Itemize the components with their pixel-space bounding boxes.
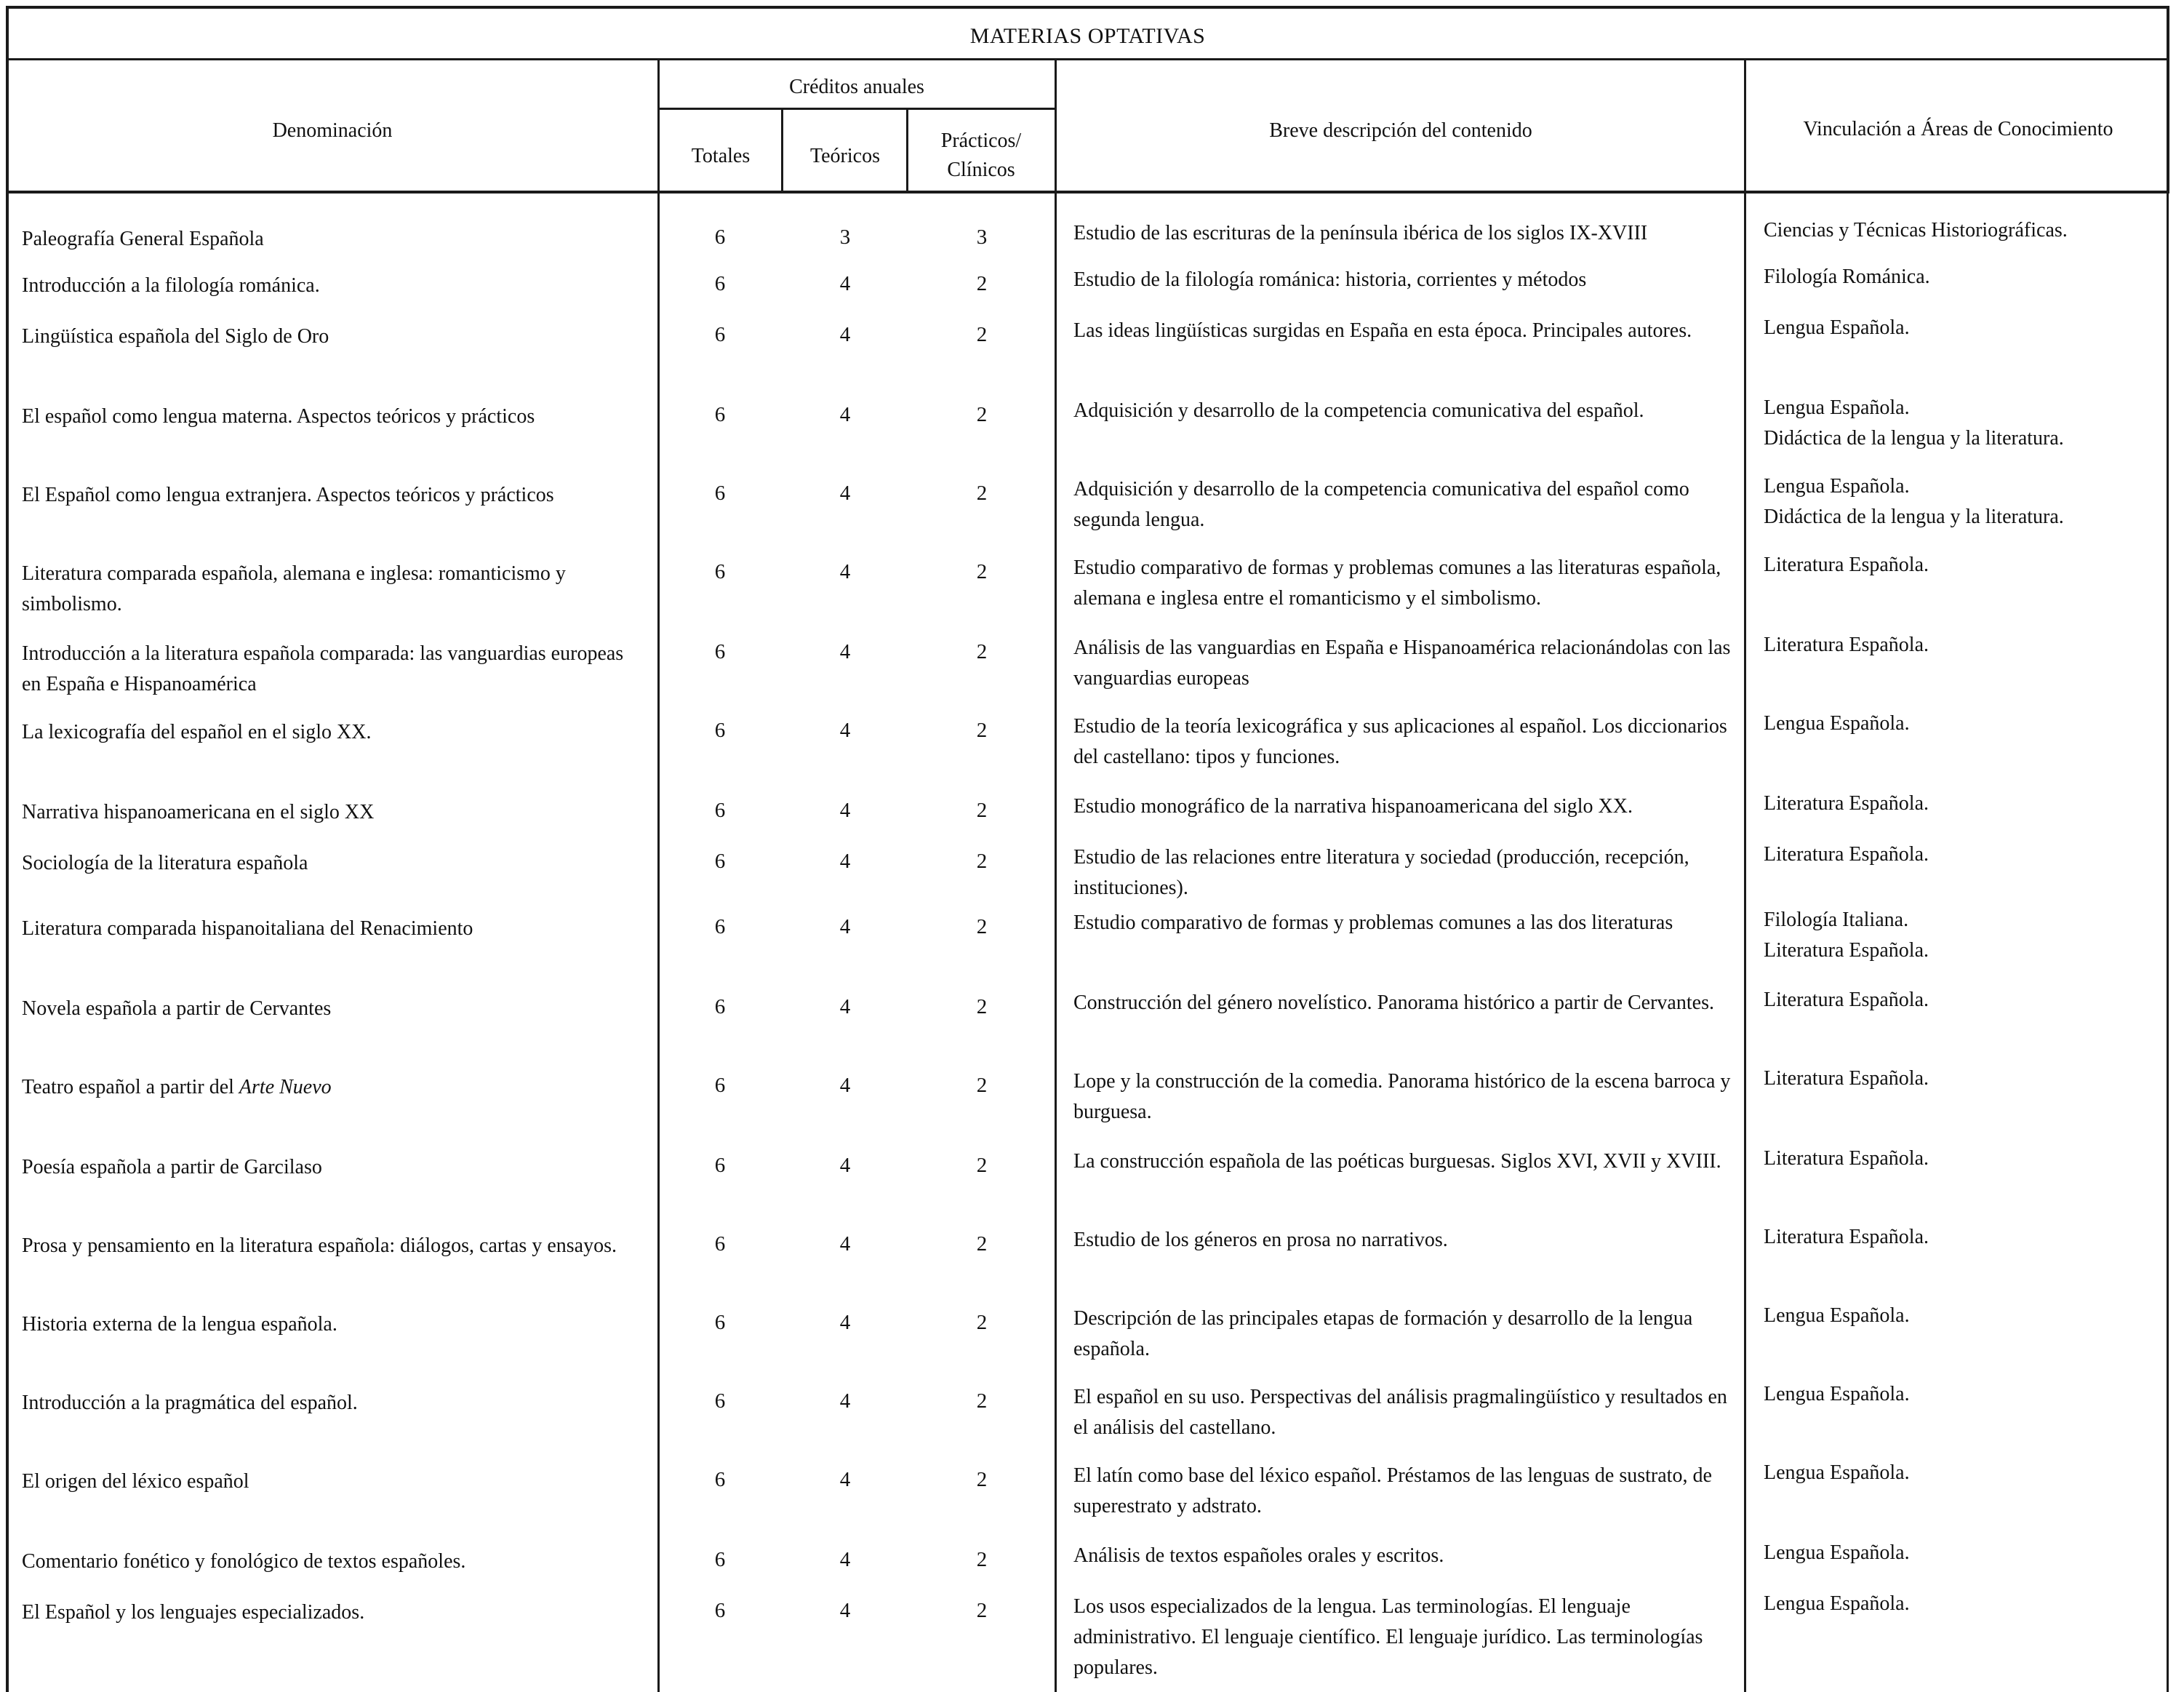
cell-teoricos: 4 [839, 640, 851, 663]
table-title: MATERIAS OPTATIVAS [969, 24, 1206, 48]
cell-denominacion: Literatura comparada española, alemana e inglesa: romanticismo y simbolismo. [22, 562, 566, 615]
cell-practicos: 2 [976, 850, 988, 873]
cell-totales: 6 [714, 799, 726, 822]
cell-denominacion: Lingüística española del Siglo de Oro [22, 325, 329, 348]
cell-practicos: 2 [976, 1232, 988, 1256]
cell-practicos: 2 [976, 719, 988, 742]
cell-teoricos: 4 [839, 1468, 851, 1491]
cell-descripcion: Análisis de textos españoles orales y escritos. [1073, 1544, 1444, 1567]
cell-denominacion: El español como lengua materna. Aspectos teóricos y prácticos [22, 405, 535, 428]
cell-teoricos: 4 [839, 995, 851, 1018]
table-top-border [6, 6, 2169, 9]
cell-teoricos: 4 [839, 1389, 851, 1413]
cell-vinculacion [1764, 1538, 2142, 1568]
cell-vinculacion [1764, 1144, 2142, 1174]
cell-teoricos: 4 [839, 799, 851, 822]
cell-descripcion: Estudio comparativo de formas y problemas comunes a las literaturas española, alemana e inglesa entre el romanticismo y el simbolismo. [1073, 556, 1721, 610]
cell-totales: 6 [714, 1154, 726, 1177]
cell-practicos: 2 [976, 1468, 988, 1491]
cell-totales: 6 [714, 323, 726, 346]
cell-vinculacion [1764, 1222, 2142, 1253]
cell-practicos: 2 [976, 1548, 988, 1571]
cell-totales: 6 [714, 272, 726, 295]
cell-descripcion: Las ideas lingüísticas surgidas en España en esta época. Principales autores. [1073, 319, 1692, 342]
cell-descripcion: Adquisición y desarrollo de la competencia comunicativa del español. [1073, 399, 1644, 422]
cell-teoricos: 4 [839, 560, 851, 583]
cell-practicos: 2 [976, 1074, 988, 1097]
cell-totales: 6 [714, 640, 726, 663]
cell-totales: 6 [714, 850, 726, 873]
body-rule-creditos-right [1055, 193, 1057, 1692]
cell-descripcion: Estudio comparativo de formas y problemas comunes a las dos literaturas [1073, 911, 1673, 934]
body-right-border [2167, 193, 2169, 1692]
cell-practicos: 2 [976, 403, 988, 426]
cell-denominacion: Literatura comparada hispanoitaliana del Renacimiento [22, 917, 473, 940]
area-item: Ciencias y Técnicas Historiográficas. [1764, 219, 2068, 242]
table-left-border [6, 6, 9, 1692]
cell-totales: 6 [714, 1311, 726, 1334]
cell-vinculacion [1764, 1589, 2142, 1619]
cell-practicos: 2 [976, 1154, 988, 1177]
cell-totales: 6 [714, 226, 726, 249]
area-item: Lengua Española. [1764, 1383, 1910, 1405]
cell-descripcion: Descripción de las principales etapas de formación y desarrollo de la lengua española. [1073, 1307, 1693, 1360]
area-item: Lengua Española. [1764, 396, 1910, 419]
area-item: Lengua Española. [1764, 712, 1910, 735]
cell-vinculacion [1764, 630, 2142, 661]
area-item: Lengua Española. [1764, 1304, 1910, 1327]
cell-denominacion: Introducción a la filología románica. [22, 274, 320, 297]
header-vinculacion: Vinculación a Áreas de Conocimiento [1803, 118, 2113, 140]
cell-descripcion: Estudio de la teoría lexicográfica y sus aplicaciones al español. Los diccionarios del castellano: tipos y funciones. [1073, 715, 1727, 768]
cell-totales: 6 [714, 1468, 726, 1491]
cell-descripcion: Los usos especializados de la lengua. Las terminologías. El lenguaje administrativo. El lenguaje científico. El lenguaje jurídico. Las terminologías populares. [1073, 1595, 1703, 1679]
cell-totales: 6 [714, 995, 726, 1018]
cell-denominacion: Sociología de la literatura española [22, 852, 308, 874]
cell-practicos: 2 [976, 640, 988, 663]
cell-practicos: 2 [976, 1311, 988, 1334]
body-rule-descripcion-right [1744, 193, 1746, 1692]
cell-vinculacion [1764, 1301, 2142, 1331]
cell-denominacion: Introducción a la literatura española comparada: las vanguardias europeas en España e Hispanoamérica [22, 642, 624, 695]
cell-teoricos: 4 [839, 1548, 851, 1571]
cell-teoricos: 4 [839, 1232, 851, 1256]
cell-denominacion: Comentario fonético y fonológico de textos españoles. [22, 1550, 466, 1573]
cell-totales: 6 [714, 1548, 726, 1571]
cell-denominacion-italic: Arte Nuevo [239, 1076, 332, 1098]
area-item: Filología Italiana. [1764, 909, 1909, 931]
cell-vinculacion [1764, 262, 2142, 292]
header-teoricos: Teóricos [809, 145, 880, 167]
cell-descripcion: El latín como base del léxico español. Préstamos de las lenguas de sustrato, de superestrato y adstrato. [1073, 1464, 1712, 1517]
cell-teoricos: 4 [839, 915, 851, 938]
cell-practicos: 2 [976, 272, 988, 295]
cell-denominacion: Introducción a la pragmática del español. [22, 1392, 358, 1414]
header-descripcion: Breve descripción del contenido [1269, 119, 1532, 142]
cell-vinculacion [1764, 839, 2142, 870]
cell-teoricos: 4 [839, 1074, 851, 1097]
cell-teoricos: 4 [839, 323, 851, 346]
cell-vinculacion [1764, 1379, 2142, 1410]
cell-vinculacion [1764, 905, 2142, 966]
cell-denominacion: Teatro español a partir del Arte Nuevo [22, 1076, 332, 1098]
cell-denominacion: Novela española a partir de Cervantes [22, 997, 332, 1020]
cell-vinculacion [1764, 393, 2142, 454]
cell-vinculacion [1764, 550, 2142, 580]
cell-descripcion: Análisis de las vanguardias en España e Hispanoamérica relacionándolas con las vanguardias europeas [1073, 637, 1731, 690]
title-bottom-rule [6, 58, 2169, 60]
cell-descripcion: Estudio de la filología románica: historia, corrientes y métodos [1073, 268, 1587, 291]
area-item: Literatura Española. [1764, 989, 1929, 1011]
area-item: Literatura Española. [1764, 843, 1929, 866]
cell-totales: 6 [714, 482, 726, 505]
area-item: Lengua Española. [1764, 475, 1910, 498]
cell-practicos: 3 [976, 226, 988, 249]
cell-denominacion: La lexicografía del español en el siglo XX. [22, 721, 372, 743]
cell-teoricos: 4 [839, 1599, 851, 1622]
cell-practicos: 2 [976, 323, 988, 346]
cell-totales: 6 [714, 1389, 726, 1413]
cell-teoricos: 4 [839, 482, 851, 505]
cell-denominacion: Poesía española a partir de Garcilaso [22, 1156, 322, 1178]
cell-practicos: 2 [976, 560, 988, 583]
header-practicos [908, 127, 1055, 185]
cell-practicos: 2 [976, 995, 988, 1018]
cell-totales: 6 [714, 403, 726, 426]
area-item: Literatura Española. [1764, 1226, 1929, 1248]
cell-descripcion: Adquisición y desarrollo de la competencia comunicativa del español como segunda lengua. [1073, 478, 1689, 531]
area-item: Literatura Española. [1764, 554, 1929, 576]
cell-vinculacion [1764, 215, 2142, 246]
cell-denominacion: Historia externa de la lengua española. [22, 1313, 337, 1336]
cell-vinculacion [1764, 1458, 2142, 1488]
area-item: Filología Románica. [1764, 266, 1930, 288]
cell-totales: 6 [714, 560, 726, 583]
cell-vinculacion [1764, 313, 2142, 343]
cell-denominacion: Prosa y pensamiento en la literatura española: diálogos, cartas y ensayos. [22, 1234, 617, 1257]
cell-vinculacion [1764, 1064, 2142, 1094]
area-item: Literatura Española. [1764, 792, 1929, 815]
header-practicos-line1: Prácticos/ [940, 129, 1022, 152]
cell-teoricos: 4 [839, 719, 851, 742]
cell-vinculacion [1764, 471, 2142, 532]
cell-denominacion: El Español y los lenguajes especializados. [22, 1601, 365, 1624]
cell-descripcion: Estudio de las escrituras de la península ibérica de los siglos IX-XVIII [1073, 222, 1648, 244]
cell-descripcion: Estudio de los géneros en prosa no narrativos. [1073, 1229, 1448, 1251]
header-denominacion: Denominación [272, 119, 393, 142]
area-item: Literatura Española. [1764, 634, 1929, 656]
cell-vinculacion [1764, 789, 2142, 819]
cell-descripcion: Estudio monográfico de la narrativa hispanoamericana del siglo XX. [1073, 795, 1633, 818]
header-creditos-anuales: Créditos anuales [789, 76, 924, 98]
cell-totales: 6 [714, 1074, 726, 1097]
cell-practicos: 2 [976, 915, 988, 938]
area-item: Lengua Española. [1764, 1592, 1910, 1615]
cell-practicos: 2 [976, 1599, 988, 1622]
cell-teoricos: 4 [839, 272, 851, 295]
cell-teoricos: 4 [839, 1154, 851, 1177]
cell-practicos: 2 [976, 1389, 988, 1413]
header-rule-creditos-bottom [657, 108, 1057, 110]
header-bottom-rule [6, 191, 2169, 193]
area-item: Literatura Española. [1764, 1147, 1929, 1170]
cell-practicos: 2 [976, 799, 988, 822]
body-rule-creditos-left [657, 193, 660, 1692]
area-item: Literatura Española. [1764, 939, 1929, 962]
cell-totales: 6 [714, 1599, 726, 1622]
cell-descripcion: Lope y la construcción de la comedia. Panorama histórico de la escena barroca y burguesa. [1073, 1070, 1731, 1123]
cell-teoricos: 4 [839, 850, 851, 873]
area-item: Lengua Española. [1764, 1541, 1910, 1564]
area-item: Lengua Española. [1764, 1461, 1910, 1484]
cell-practicos: 2 [976, 482, 988, 505]
cell-descripcion: El español en su uso. Perspectivas del análisis pragmalingüístico y resultados en el análisis del castellano. [1073, 1386, 1727, 1439]
area-item: Didáctica de la lengua y la literatura. [1764, 506, 2064, 528]
cell-descripcion: Construcción del género novelístico. Panorama histórico a partir de Cervantes. [1073, 991, 1714, 1014]
area-item: Didáctica de la lengua y la literatura. [1764, 427, 2064, 450]
cell-denominacion: Narrativa hispanoamericana en el siglo XX [22, 801, 375, 823]
cell-vinculacion [1764, 709, 2142, 739]
area-item: Literatura Española. [1764, 1067, 1929, 1090]
cell-teoricos: 3 [839, 226, 851, 249]
cell-totales: 6 [714, 1232, 726, 1256]
cell-totales: 6 [714, 719, 726, 742]
cell-descripcion: La construcción española de las poéticas burguesas. Siglos XVI, XVII y XVIII. [1073, 1150, 1721, 1173]
cell-totales: 6 [714, 915, 726, 938]
cell-vinculacion [1764, 985, 2142, 1015]
cell-denominacion: Paleografía General Española [22, 228, 264, 250]
header-practicos-line2: Clínicos [947, 159, 1015, 181]
cell-denominacion: El Español como lengua extranjera. Aspectos teóricos y prácticos [22, 484, 554, 506]
cell-denominacion: El origen del léxico español [22, 1470, 249, 1493]
area-item: Lengua Española. [1764, 316, 1910, 339]
cell-teoricos: 4 [839, 1311, 851, 1334]
header-totales: Totales [691, 145, 751, 167]
cell-descripcion: Estudio de las relaciones entre literatura y sociedad (producción, recepción, instituciones). [1073, 846, 1689, 899]
cell-teoricos: 4 [839, 403, 851, 426]
